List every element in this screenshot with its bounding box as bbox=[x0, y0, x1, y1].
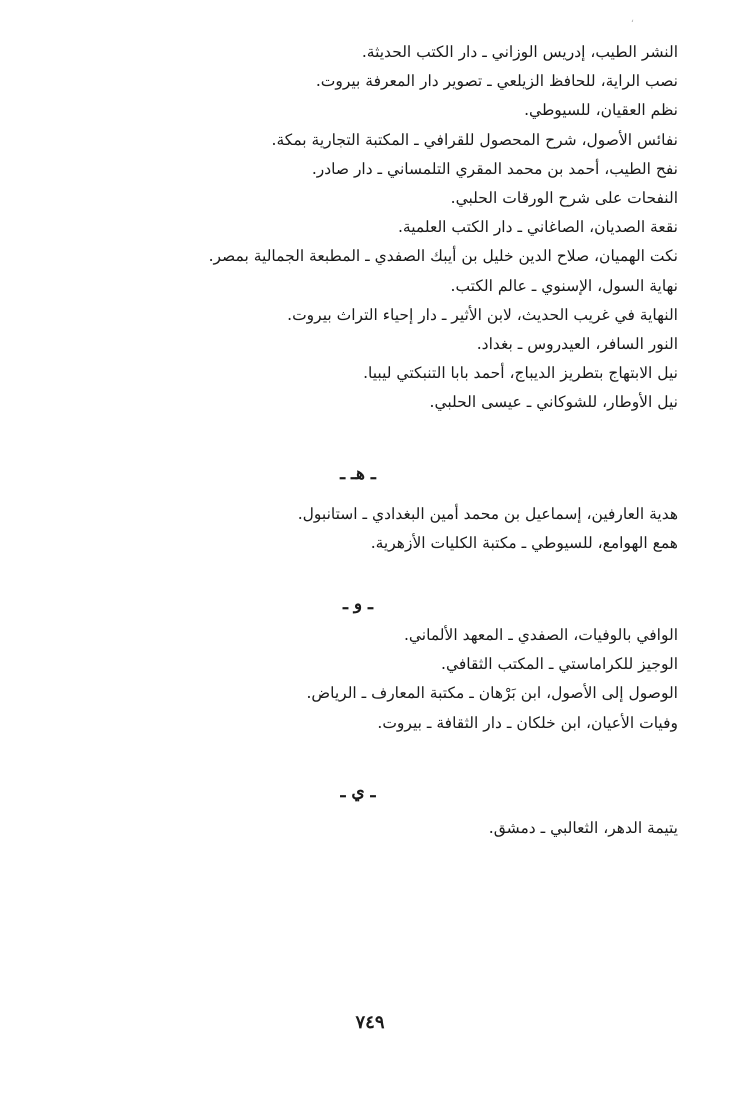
bibliography-entry: النشر الطيب، إدريس الوزاني ـ دار الكتب الحديثة. bbox=[361, 43, 678, 61]
bibliography-entry: نصب الراية، للحافظ الزيلعي ـ تصوير دار المعرفة بيروت. bbox=[315, 72, 678, 91]
bibliography-entry: نفائس الأصول، شرح المحصول للقرافي ـ المكتبة التجارية بمكة. bbox=[271, 130, 678, 149]
section-heading-ha: ـ هـ ـ bbox=[340, 464, 376, 484]
bibliography-entry: النور السافر، العيدروس ـ بغداد. bbox=[476, 334, 678, 353]
top-mark: ، bbox=[630, 14, 634, 25]
section-ha-list bbox=[118, 500, 678, 558]
bibliography-entry: يتيمة الدهر، الثعالبي ـ دمشق. bbox=[488, 819, 678, 837]
bibliography-entry: الوجيز للكراماستي ـ المكتب الثقافي. bbox=[441, 655, 678, 674]
section-waw-list bbox=[118, 621, 678, 738]
bibliography-entry: همع الهوامع، للسيوطي ـ مكتبة الكليات الأزهرية. bbox=[370, 534, 678, 553]
bibliography-entry: نيل الأوطار، للشوكاني ـ عيسى الحلبي. bbox=[429, 393, 678, 412]
bibliography-entry: نقعة الصديان، الصاغاني ـ دار الكتب العلمية. bbox=[397, 218, 678, 237]
bibliography-entry: نظم العقيان، للسيوطي. bbox=[524, 101, 678, 120]
bibliography-entry: نيل الابتهاج بتطريز الديباج، أحمد بابا التنبكتي ليبيا. bbox=[363, 364, 678, 383]
section-nun-list bbox=[118, 38, 678, 417]
section-heading-waw: ـ و ـ bbox=[342, 594, 373, 614]
bibliography-entry: النهاية في غريب الحديث، لابن الأثير ـ دار إحياء التراث بيروت. bbox=[287, 305, 678, 324]
page-number: ٧٤٩ bbox=[355, 1012, 385, 1033]
bibliography-entry: الوصول إلى الأصول، ابن بَرْهان ـ مكتبة المعارف ـ الرياض. bbox=[306, 684, 678, 703]
section-heading-ya: ـ ي ـ bbox=[340, 782, 376, 802]
bibliography-entry: هدية العارفين، إسماعيل بن محمد أمين البغدادي ـ استانبول. bbox=[297, 505, 678, 523]
bibliography-entry: وفيات الأعيان، ابن خلكان ـ دار الثقافة ـ بيروت. bbox=[377, 713, 678, 732]
section-ya-list bbox=[118, 814, 678, 843]
bibliography-entry: نهاية السول، الإسنوي ـ عالم الكتب. bbox=[450, 276, 678, 295]
bibliography-entry: نكت الهميان، صلاح الدين خليل بن أيبك الصفدي ـ المطبعة الجمالية بمصر. bbox=[208, 247, 678, 266]
bibliography-entry: النفحات على شرح الورقات الحلبي. bbox=[450, 188, 678, 207]
bibliography-entry: نفح الطيب، أحمد بن محمد المقري التلمساني ـ دار صادر. bbox=[311, 159, 678, 178]
bibliography-entry: الوافي بالوفيات، الصفدي ـ المعهد الألماني. bbox=[403, 626, 678, 644]
